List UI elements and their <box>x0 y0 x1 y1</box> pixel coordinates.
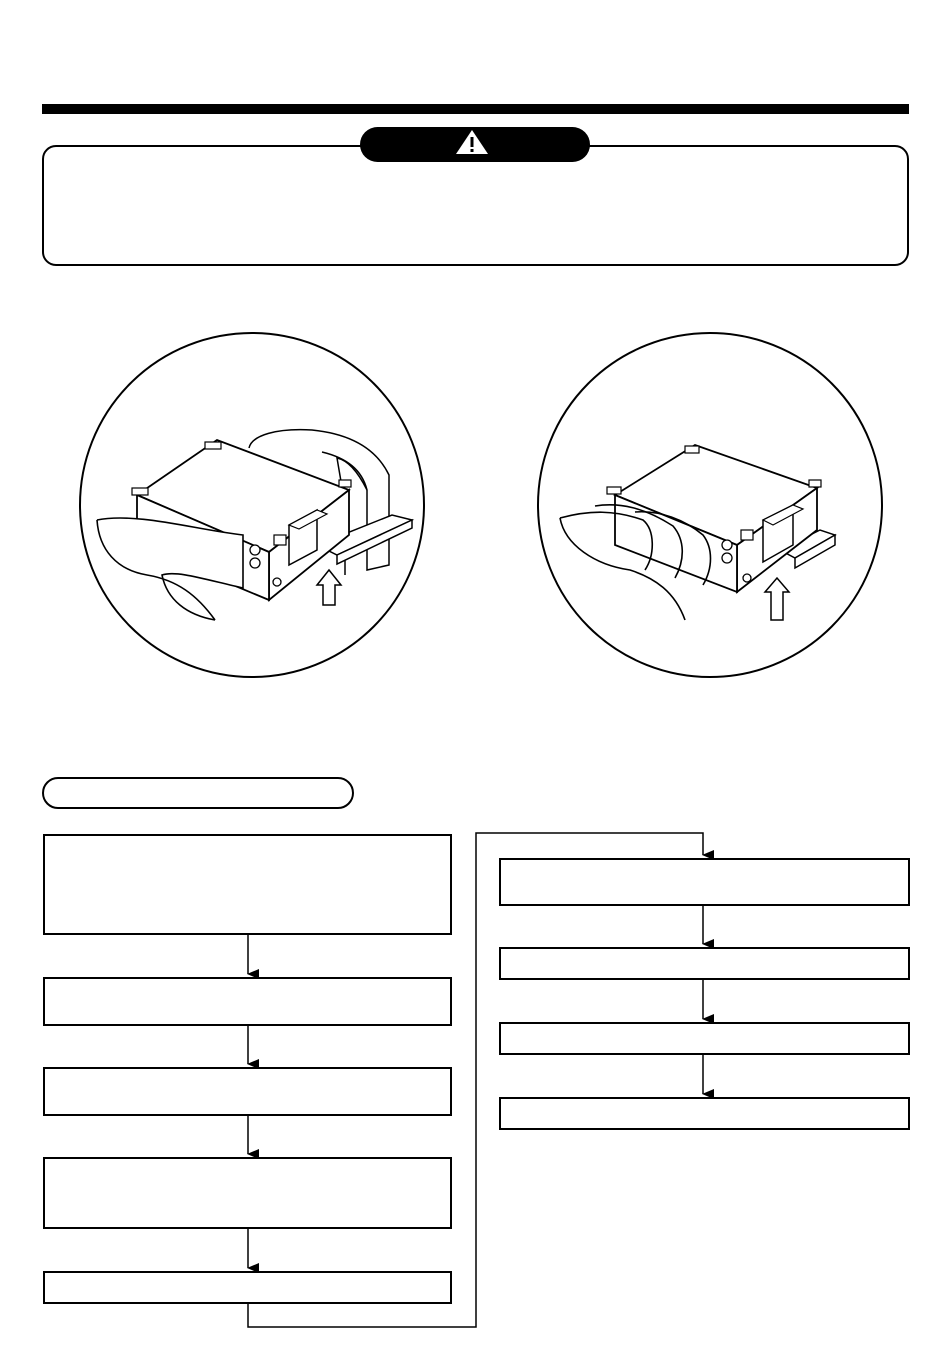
procedure-step-9 <box>499 1097 910 1130</box>
warning-triangle-icon <box>455 129 489 160</box>
caution-label <box>360 127 590 162</box>
procedure-step-1 <box>43 834 452 935</box>
procedure-title <box>42 777 354 809</box>
unit-with-rectangular-duct-illustration <box>77 330 427 680</box>
procedure-step-2 <box>43 977 452 1026</box>
unit-with-round-ducts-illustration <box>535 330 885 680</box>
procedure-step-3 <box>43 1067 452 1116</box>
procedure-step-8 <box>499 1022 910 1055</box>
procedure-step-5 <box>43 1271 452 1304</box>
caution-box <box>42 145 909 266</box>
procedure-step-4 <box>43 1157 452 1229</box>
procedure-step-6 <box>499 858 910 906</box>
section-divider-rule <box>42 104 909 114</box>
procedure-step-7 <box>499 947 910 980</box>
